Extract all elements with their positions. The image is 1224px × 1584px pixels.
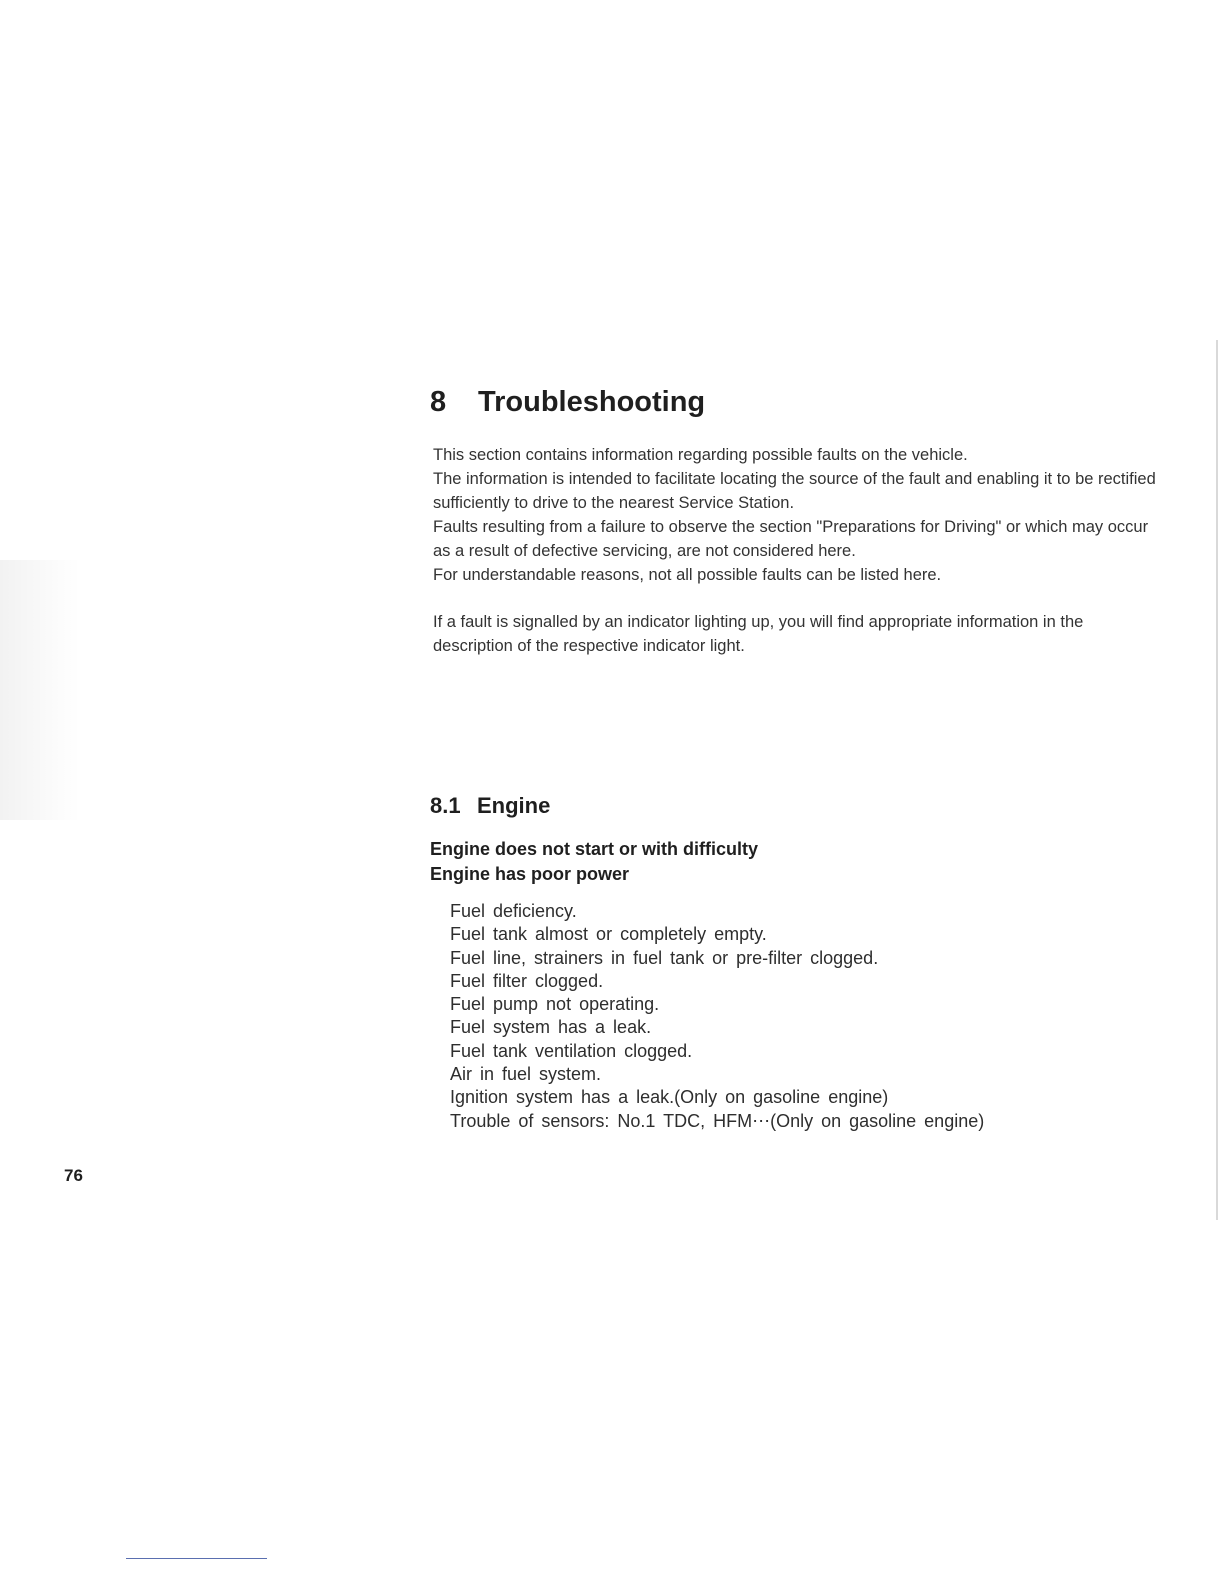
cause-item: Ignition system has a leak.(Only on gasoline engine): [450, 1087, 889, 1108]
chapter-number: 8: [430, 386, 447, 418]
fault-subheadings: [430, 837, 758, 887]
intro-paragraph: For understandable reasons, not all possible faults can be listed here.: [433, 566, 942, 584]
cause-item: Fuel filter clogged.: [450, 970, 604, 991]
page-number: 76: [64, 1166, 83, 1185]
cause-item: Fuel system has a leak.: [450, 1017, 652, 1038]
cause-item: Trouble of sensors: No.1 TDC, HFM⋯(Only on gasoline engine): [450, 1110, 985, 1131]
bottom-rule: [126, 1558, 267, 1559]
fault-subheading: Engine has poor power: [430, 864, 630, 884]
section-title: Engine: [477, 793, 551, 818]
scan-page-edge: [1216, 340, 1218, 1220]
cause-list: [450, 900, 984, 1133]
paragraph-gap: [433, 587, 1163, 610]
intro-paragraph: This section contains information regarding possible faults on the vehicle.: [433, 446, 968, 464]
chapter-heading: [430, 386, 705, 419]
intro-paragraph: If a fault is signalled by an indicator lighting up, you will find appropriate information in the description of the respective indicator light.: [433, 613, 1084, 655]
section-heading: [430, 793, 550, 819]
cause-item: Air in fuel system.: [450, 1064, 602, 1085]
intro-paragraph: The information is intended to facilitate locating the source of the fault and enabling it to be rectified sufficiently to drive to the nearest Service Station.: [433, 470, 1156, 512]
cause-item: Fuel tank ventilation clogged.: [450, 1040, 693, 1061]
cause-item: Fuel line, strainers in fuel tank or pre-filter clogged.: [450, 947, 879, 968]
intro-text: [433, 443, 1163, 658]
cause-item: Fuel tank almost or completely empty.: [450, 924, 767, 945]
cause-item: Fuel pump not operating.: [450, 994, 660, 1015]
section-number: 8.1: [430, 793, 461, 818]
cause-item: Fuel deficiency.: [450, 901, 577, 921]
intro-paragraph: Faults resulting from a failure to observe the section "Preparations for Driving" or which may occur as a result of defective servicing, are not considered here.: [433, 518, 1149, 560]
scan-edge-shadow: [0, 560, 80, 820]
fault-subheading: Engine does not start or with difficulty: [430, 839, 759, 859]
chapter-title: Troubleshooting: [478, 386, 706, 418]
